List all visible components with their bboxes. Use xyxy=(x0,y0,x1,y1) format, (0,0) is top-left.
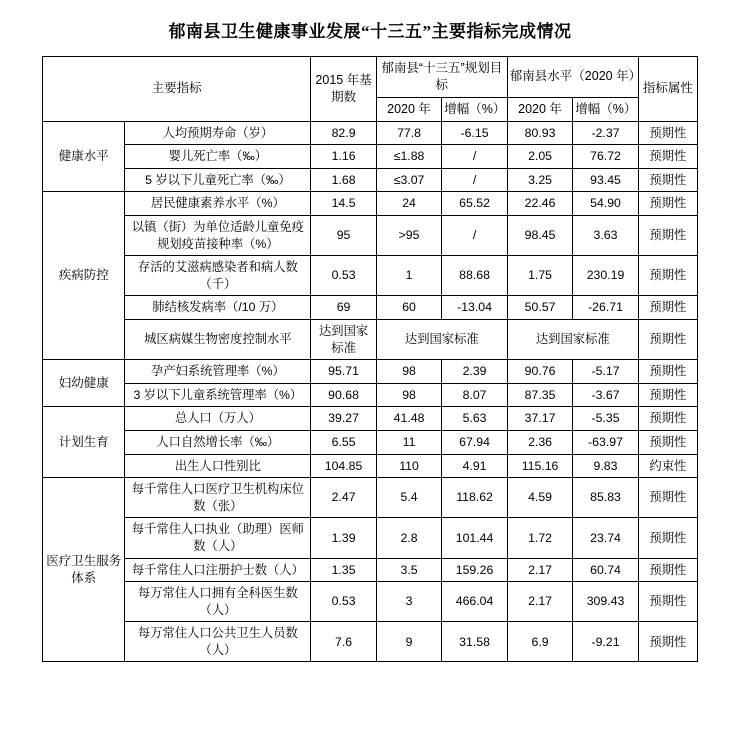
row-plan-growth: 159.26 xyxy=(442,558,508,582)
table-row xyxy=(43,319,698,359)
row-indicator: 每千常住人口执业（助理）医师数（人） xyxy=(125,518,311,558)
row-category: 计划生育 xyxy=(43,407,125,478)
row-indicator: 5 岁以下儿童死亡率（‰） xyxy=(125,168,311,192)
table-row xyxy=(43,622,698,662)
row-attribute: 预期性 xyxy=(638,622,697,662)
row-attribute: 预期性 xyxy=(638,121,697,145)
row-actual-growth: -26.71 xyxy=(573,296,638,320)
row-plan-2020: 41.48 xyxy=(376,407,441,431)
row-actual-growth: -5.17 xyxy=(573,360,638,384)
row-plan-2020: ≤1.88 xyxy=(376,145,441,169)
row-actual-2020: 50.57 xyxy=(507,296,572,320)
table-header xyxy=(43,57,698,122)
table-row xyxy=(43,121,698,145)
row-plan-growth: -13.04 xyxy=(442,296,508,320)
row-actual-growth: 54.90 xyxy=(573,192,638,216)
row-plan-2020: 110 xyxy=(376,454,441,478)
row-plan-growth: / xyxy=(442,145,508,169)
row-actual-growth: 3.63 xyxy=(573,216,638,256)
row-plan-2020: 98 xyxy=(376,360,441,384)
row-plan-growth: 4.91 xyxy=(442,454,508,478)
header-row-1 xyxy=(43,57,698,98)
row-actual-growth: -5.35 xyxy=(573,407,638,431)
table-body xyxy=(43,121,698,662)
row-attribute: 预期性 xyxy=(638,430,697,454)
row-actual-merged: 达到国家标准 xyxy=(507,319,638,359)
row-base: 0.53 xyxy=(311,582,376,622)
row-attribute: 预期性 xyxy=(638,360,697,384)
row-actual-2020: 4.59 xyxy=(507,478,572,518)
row-plan-growth: 8.07 xyxy=(442,383,508,407)
row-plan-growth: / xyxy=(442,216,508,256)
row-plan-growth: 67.94 xyxy=(442,430,508,454)
header-plan-group: 郁南县“十三五”规划目标 xyxy=(376,57,507,98)
row-base: 0.53 xyxy=(311,256,376,296)
row-actual-2020: 3.25 xyxy=(507,168,572,192)
row-plan-2020: 3 xyxy=(376,582,441,622)
row-attribute: 预期性 xyxy=(638,478,697,518)
row-plan-2020: >95 xyxy=(376,216,441,256)
table-row xyxy=(43,478,698,518)
row-attribute: 预期性 xyxy=(638,168,697,192)
row-category: 疾病防控 xyxy=(43,192,125,360)
row-attribute: 预期性 xyxy=(638,558,697,582)
table-row xyxy=(43,430,698,454)
row-plan-2020: 5.4 xyxy=(376,478,441,518)
header-indicator: 主要指标 xyxy=(43,57,311,122)
row-plan-merged: 达到国家标准 xyxy=(376,319,507,359)
row-plan-2020: 11 xyxy=(376,430,441,454)
row-attribute: 预期性 xyxy=(638,582,697,622)
row-indicator: 存活的艾滋病感染者和病人数（千） xyxy=(125,256,311,296)
row-base: 7.6 xyxy=(311,622,376,662)
row-actual-growth: -9.21 xyxy=(573,622,638,662)
row-plan-2020: 3.5 xyxy=(376,558,441,582)
row-indicator: 婴儿死亡率（‰） xyxy=(125,145,311,169)
row-actual-2020: 37.17 xyxy=(507,407,572,431)
header-actual-group: 郁南县水平（2020 年） xyxy=(507,57,638,98)
row-actual-growth: 309.43 xyxy=(573,582,638,622)
row-attribute: 约束性 xyxy=(638,454,697,478)
row-actual-2020: 1.75 xyxy=(507,256,572,296)
row-attribute: 预期性 xyxy=(638,296,697,320)
row-base: 90.68 xyxy=(311,383,376,407)
row-indicator: 每千常住人口注册护士数（人） xyxy=(125,558,311,582)
row-indicator: 孕产妇系统管理率（%） xyxy=(125,360,311,384)
row-indicator: 每万常住人口公共卫生人员数（人） xyxy=(125,622,311,662)
row-actual-2020: 115.16 xyxy=(507,454,572,478)
row-plan-growth: 118.62 xyxy=(442,478,508,518)
table-row xyxy=(43,256,698,296)
row-actual-2020: 2.05 xyxy=(507,145,572,169)
row-base: 14.5 xyxy=(311,192,376,216)
row-base: 1.35 xyxy=(311,558,376,582)
row-actual-growth: -2.37 xyxy=(573,121,638,145)
row-indicator: 居民健康素养水平（%） xyxy=(125,192,311,216)
row-category: 医疗卫生服务体系 xyxy=(43,478,125,662)
table-row xyxy=(43,145,698,169)
table-row xyxy=(43,296,698,320)
row-base: 82.9 xyxy=(311,121,376,145)
row-attribute: 预期性 xyxy=(638,407,697,431)
row-actual-growth: 23.74 xyxy=(573,518,638,558)
row-base: 6.55 xyxy=(311,430,376,454)
row-plan-growth: 5.63 xyxy=(442,407,508,431)
row-indicator: 每万常住人口拥有全科医生数（人） xyxy=(125,582,311,622)
row-base: 1.39 xyxy=(311,518,376,558)
row-plan-growth: / xyxy=(442,168,508,192)
table-row xyxy=(43,216,698,256)
row-plan-2020: 77.8 xyxy=(376,121,441,145)
table-row xyxy=(43,582,698,622)
row-plan-2020: 1 xyxy=(376,256,441,296)
row-actual-2020: 2.17 xyxy=(507,582,572,622)
header-actual-year: 2020 年 xyxy=(507,97,572,121)
row-plan-2020: 24 xyxy=(376,192,441,216)
row-indicator: 人口自然增长率（‰） xyxy=(125,430,311,454)
row-actual-2020: 80.93 xyxy=(507,121,572,145)
table-row xyxy=(43,407,698,431)
row-attribute: 预期性 xyxy=(638,319,697,359)
row-actual-growth: 60.74 xyxy=(573,558,638,582)
row-plan-growth: 31.58 xyxy=(442,622,508,662)
row-attribute: 预期性 xyxy=(638,145,697,169)
table-row xyxy=(43,168,698,192)
row-plan-2020: 60 xyxy=(376,296,441,320)
row-attribute: 预期性 xyxy=(638,216,697,256)
row-plan-2020: 2.8 xyxy=(376,518,441,558)
header-actual-growth: 增幅（%） xyxy=(573,97,638,121)
row-actual-2020: 90.76 xyxy=(507,360,572,384)
row-actual-growth: -63.97 xyxy=(573,430,638,454)
row-attribute: 预期性 xyxy=(638,518,697,558)
row-base: 95.71 xyxy=(311,360,376,384)
row-actual-2020: 1.72 xyxy=(507,518,572,558)
header-base: 2015 年基期数 xyxy=(311,57,376,122)
header-plan-growth: 增幅（%） xyxy=(442,97,508,121)
row-indicator: 总人口（万人） xyxy=(125,407,311,431)
row-category: 妇幼健康 xyxy=(43,360,125,407)
row-attribute: 预期性 xyxy=(638,192,697,216)
row-base: 达到国家标准 xyxy=(311,319,376,359)
row-attribute: 预期性 xyxy=(638,383,697,407)
row-plan-growth: 65.52 xyxy=(442,192,508,216)
row-base: 2.47 xyxy=(311,478,376,518)
row-indicator: 城区病媒生物密度控制水平 xyxy=(125,319,311,359)
row-indicator: 人均预期寿命（岁） xyxy=(125,121,311,145)
row-plan-growth: 466.04 xyxy=(442,582,508,622)
row-actual-2020: 87.35 xyxy=(507,383,572,407)
row-actual-growth: 9.83 xyxy=(573,454,638,478)
row-plan-growth: -6.15 xyxy=(442,121,508,145)
row-base: 39.27 xyxy=(311,407,376,431)
row-plan-2020: 98 xyxy=(376,383,441,407)
row-base: 1.68 xyxy=(311,168,376,192)
table-row xyxy=(43,383,698,407)
row-actual-2020: 6.9 xyxy=(507,622,572,662)
row-plan-2020: 9 xyxy=(376,622,441,662)
row-actual-growth: 76.72 xyxy=(573,145,638,169)
row-indicator: 肺结核发病率（/10 万） xyxy=(125,296,311,320)
row-actual-growth: 93.45 xyxy=(573,168,638,192)
indicators-table xyxy=(42,56,698,662)
table-row xyxy=(43,558,698,582)
row-plan-growth: 88.68 xyxy=(442,256,508,296)
row-actual-growth: 230.19 xyxy=(573,256,638,296)
row-base: 1.16 xyxy=(311,145,376,169)
row-indicator: 以镇（街）为单位适龄儿童免疫规划疫苗接种率（%） xyxy=(125,216,311,256)
row-base: 69 xyxy=(311,296,376,320)
row-plan-growth: 101.44 xyxy=(442,518,508,558)
row-indicator: 出生人口性别比 xyxy=(125,454,311,478)
row-attribute: 预期性 xyxy=(638,256,697,296)
table-row xyxy=(43,192,698,216)
table-row xyxy=(43,360,698,384)
page-title: 郁南县卫生健康事业发展“十三五”主要指标完成情况 xyxy=(168,22,572,41)
row-plan-growth: 2.39 xyxy=(442,360,508,384)
row-actual-growth: 85.83 xyxy=(573,478,638,518)
row-actual-2020: 2.17 xyxy=(507,558,572,582)
row-indicator: 每千常住人口医疗卫生机构床位数（张） xyxy=(125,478,311,518)
row-indicator: 3 岁以下儿童系统管理率（%） xyxy=(125,383,311,407)
row-plan-2020: ≤3.07 xyxy=(376,168,441,192)
row-actual-2020: 98.45 xyxy=(507,216,572,256)
row-actual-growth: -3.67 xyxy=(573,383,638,407)
table-row xyxy=(43,454,698,478)
row-actual-2020: 2.36 xyxy=(507,430,572,454)
header-attribute: 指标属性 xyxy=(638,57,697,122)
table-row xyxy=(43,518,698,558)
row-base: 95 xyxy=(311,216,376,256)
header-plan-year: 2020 年 xyxy=(376,97,441,121)
row-actual-2020: 22.46 xyxy=(507,192,572,216)
row-base: 104.85 xyxy=(311,454,376,478)
row-category: 健康水平 xyxy=(43,121,125,192)
